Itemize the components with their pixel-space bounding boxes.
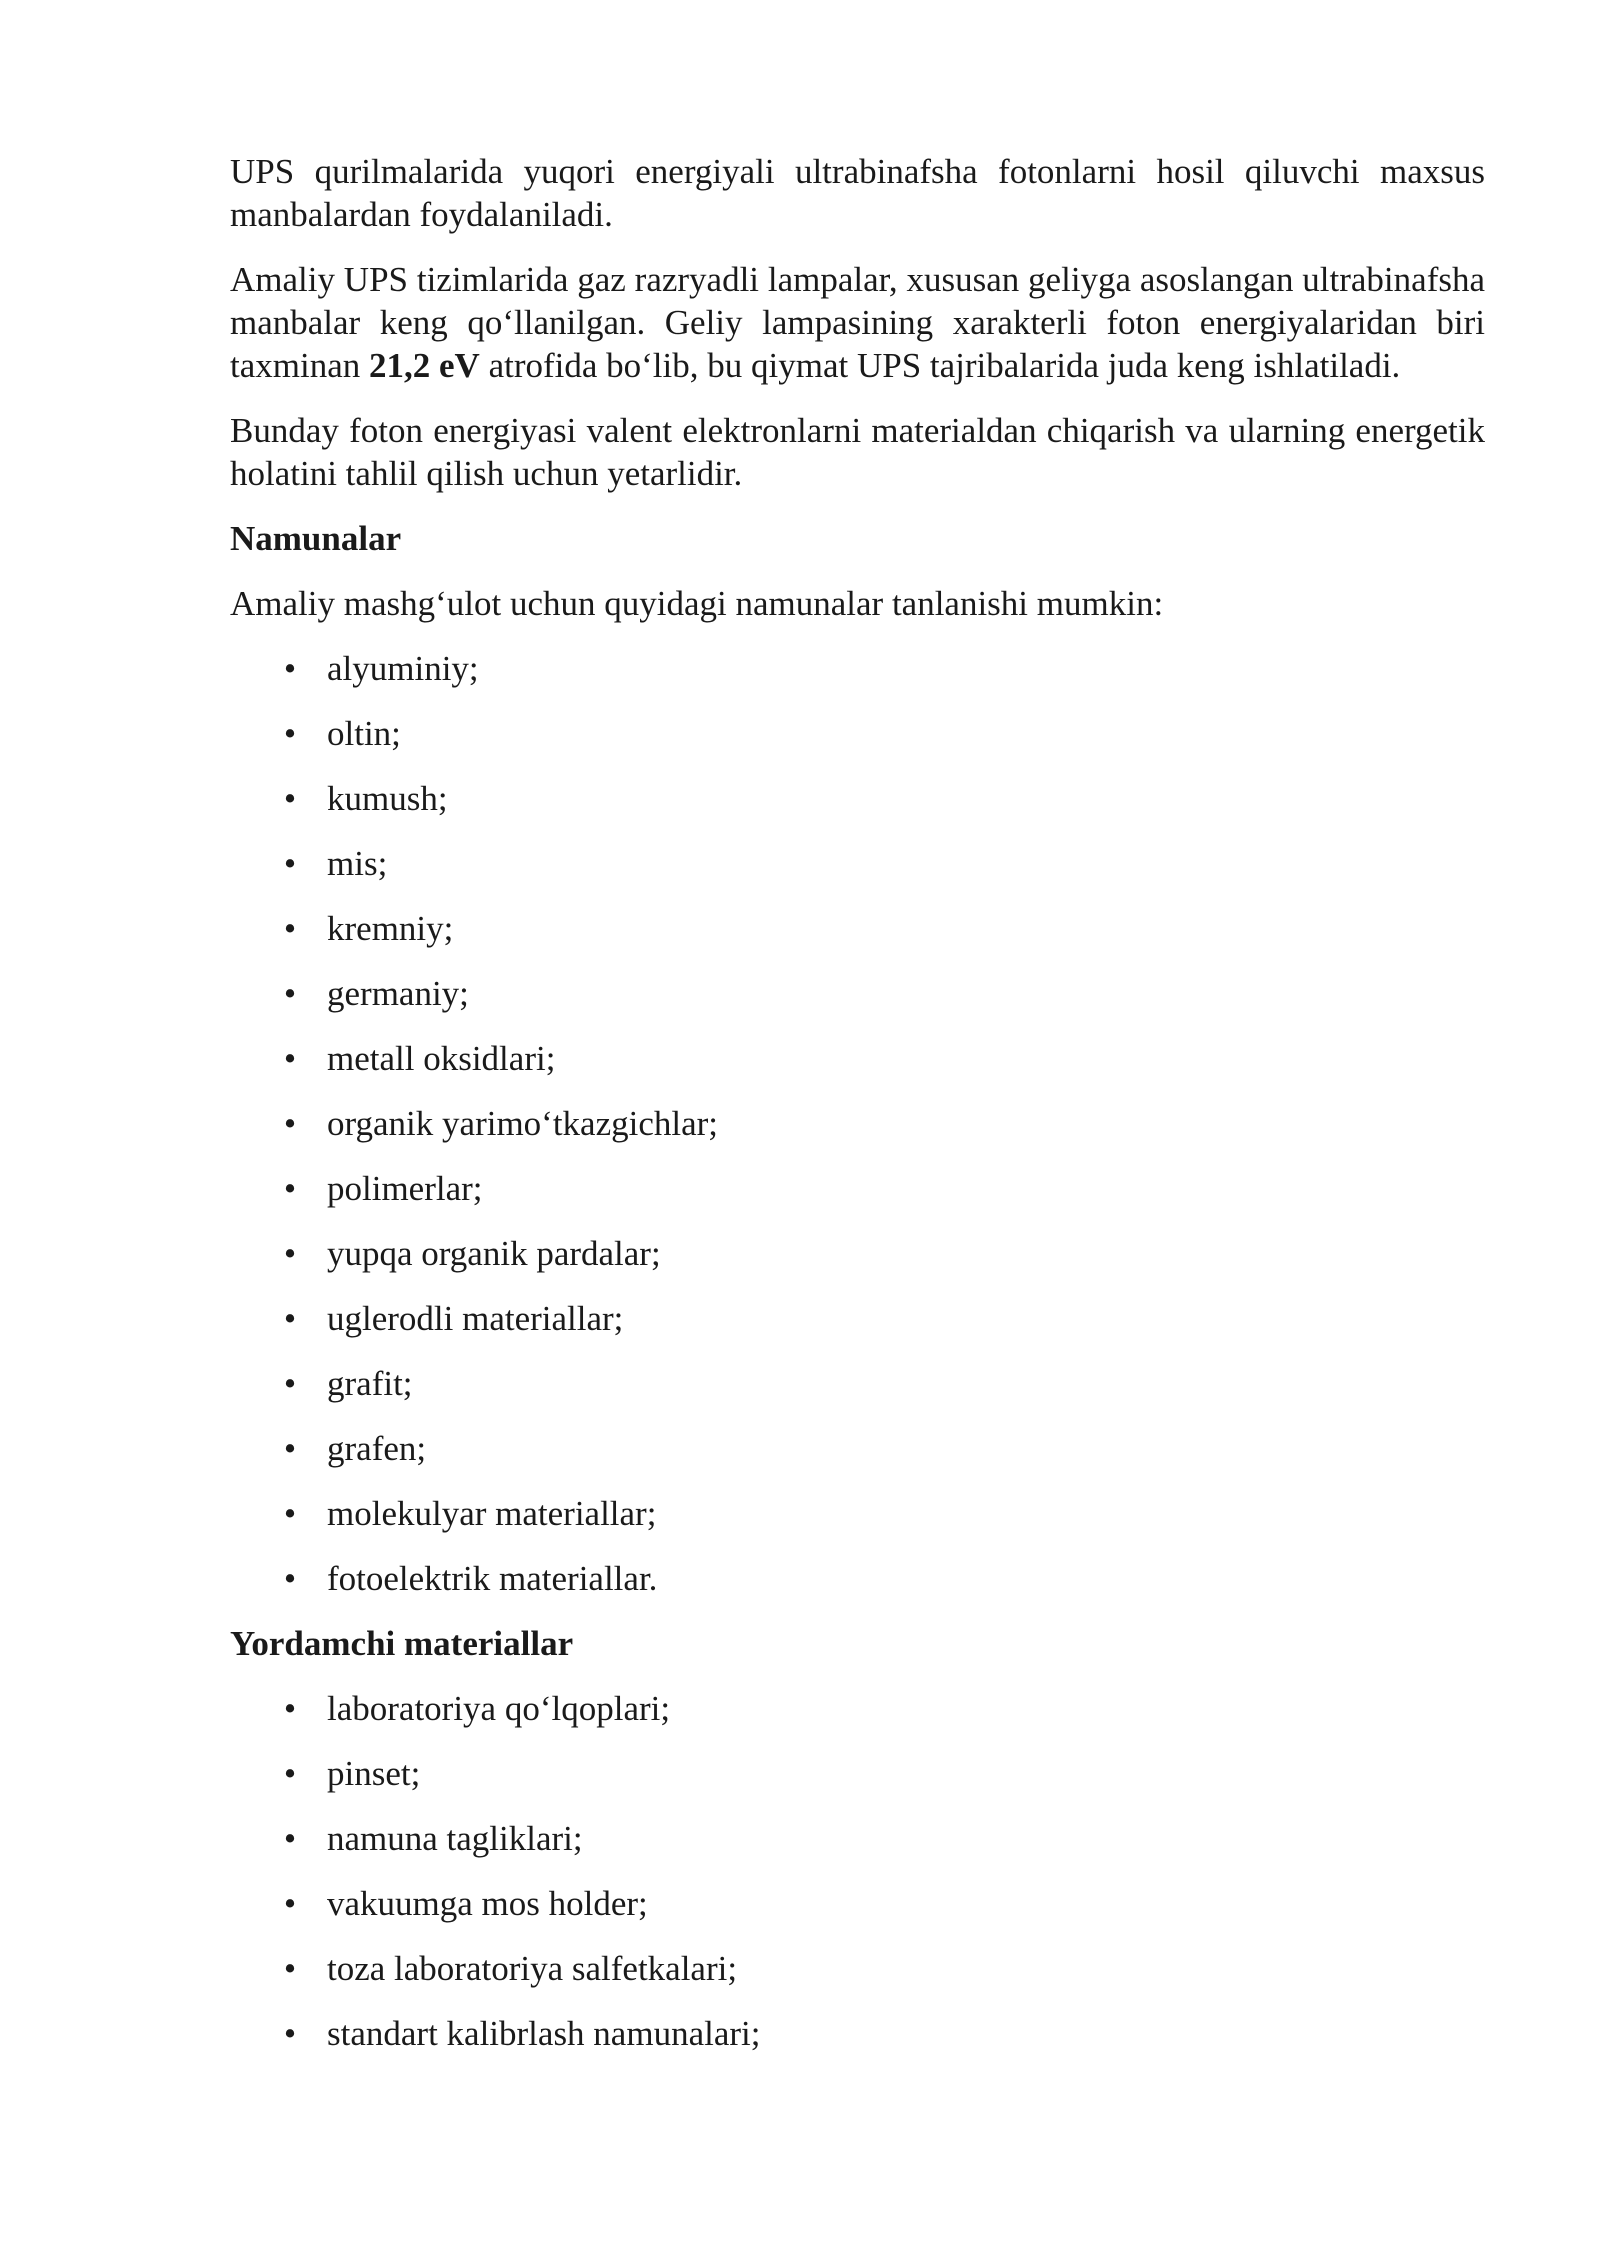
list-item-text: kumush; xyxy=(327,779,448,818)
bullet-icon: • xyxy=(283,1494,297,1533)
bullet-icon: • xyxy=(283,844,297,883)
list-item-text: yupqa organik pardalar; xyxy=(327,1234,661,1273)
bullet-icon: • xyxy=(283,1949,297,1988)
bullet-icon: • xyxy=(283,1819,297,1858)
list-item xyxy=(230,972,1485,1015)
list-item xyxy=(230,647,1485,690)
list-item-text: fotoelektrik materiallar. xyxy=(327,1559,658,1598)
bullet-icon: • xyxy=(283,1169,297,1208)
bullet-icon: • xyxy=(283,2014,297,2053)
list-item xyxy=(230,1167,1485,1210)
bullet-icon: • xyxy=(283,1104,297,1143)
list-item-text: metall oksidlari; xyxy=(327,1039,556,1078)
list-item xyxy=(230,2012,1485,2055)
list-item-text: polimerlar; xyxy=(327,1169,483,1208)
list-item xyxy=(230,1557,1485,1600)
bullet-icon: • xyxy=(283,974,297,1013)
list-item-text: kremniy; xyxy=(327,909,454,948)
list-item xyxy=(230,1102,1485,1145)
bullet-icon: • xyxy=(283,1039,297,1078)
list-item xyxy=(230,907,1485,950)
list-item-text: grafen; xyxy=(327,1429,427,1468)
bullet-icon: • xyxy=(283,1364,297,1403)
paragraph-helium-lamp-text-1: Amaliy UPS tizimlarida gaz razryadli lampalar, xususan geliyga asoslangan ultrabinafsha manbalar keng qo‘llanilgan. Geliy lampasining xarakterli foton energiyalaridan biri taxminan xyxy=(230,260,1485,385)
bullet-icon: • xyxy=(283,1559,297,1598)
paragraph-helium-lamp-text-2: atrofida bo‘lib, bu qiymat UPS tajribalarida juda keng ishlatiladi. xyxy=(479,346,1401,385)
heading-samples: Namunalar xyxy=(230,519,402,558)
heading-auxiliary-materials: Yordamchi materiallar xyxy=(230,1624,574,1663)
list-item-text: uglerodli materiallar; xyxy=(327,1299,624,1338)
bullet-icon: • xyxy=(283,1429,297,1468)
bullet-icon: • xyxy=(283,1234,297,1273)
bullet-icon: • xyxy=(283,909,297,948)
list-item xyxy=(230,1297,1485,1340)
list-item xyxy=(230,1882,1485,1925)
bullet-icon: • xyxy=(283,779,297,818)
bullet-icon: • xyxy=(283,714,297,753)
auxiliary-list xyxy=(230,1687,1485,2055)
list-item xyxy=(230,1427,1485,1470)
paragraph-ups-sources: UPS qurilmalarida yuqori energiyali ultrabinafsha fotonlarni hosil qiluvchi maxsus manbalardan foydalaniladi. xyxy=(230,152,1485,234)
list-item xyxy=(230,1752,1485,1795)
list-item-text: grafit; xyxy=(327,1364,413,1403)
list-item-text: pinset; xyxy=(327,1754,421,1793)
list-item xyxy=(230,1947,1485,1990)
list-item-text: organik yarimo‘tkazgichlar; xyxy=(327,1104,719,1143)
list-item-text: toza laboratoriya salfetkalari; xyxy=(327,1949,738,1988)
paragraph-photon-energy: Bunday foton energiyasi valent elektronlarni materialdan chiqarish va ularning energetik holatini tahlil qilish uchun yetarlidir. xyxy=(230,411,1485,493)
list-item xyxy=(230,712,1485,755)
list-item-text: oltin; xyxy=(327,714,401,753)
bullet-icon: • xyxy=(283,1299,297,1338)
list-item xyxy=(230,1037,1485,1080)
bullet-icon: • xyxy=(283,1689,297,1728)
list-item xyxy=(230,842,1485,885)
list-item-text: vakuumga mos holder; xyxy=(327,1884,648,1923)
samples-list xyxy=(230,647,1485,1600)
samples-intro: Amaliy mashg‘ulot uchun quyidagi namunalar tanlanishi mumkin: xyxy=(230,584,1164,623)
paragraph-helium-lamp xyxy=(230,258,1485,387)
list-item-text: germaniy; xyxy=(327,974,469,1013)
list-item xyxy=(230,1232,1485,1275)
list-item-text: alyuminiy; xyxy=(327,649,479,688)
list-item-text: namuna tagliklari; xyxy=(327,1819,583,1858)
list-item-text: molekulyar materiallar; xyxy=(327,1494,657,1533)
list-item xyxy=(230,777,1485,820)
bullet-icon: • xyxy=(283,1754,297,1793)
list-item-text: standart kalibrlash namunalari; xyxy=(327,2014,761,2053)
bullet-icon: • xyxy=(283,649,297,688)
list-item xyxy=(230,1362,1485,1405)
photon-energy-value: 21,2 eV xyxy=(369,346,480,385)
list-item xyxy=(230,1687,1485,1730)
list-item-text: laboratoriya qo‘lqoplari; xyxy=(327,1689,671,1728)
list-item xyxy=(230,1817,1485,1860)
document-page xyxy=(230,150,1485,2077)
bullet-icon: • xyxy=(283,1884,297,1923)
list-item-text: mis; xyxy=(327,844,388,883)
list-item xyxy=(230,1492,1485,1535)
